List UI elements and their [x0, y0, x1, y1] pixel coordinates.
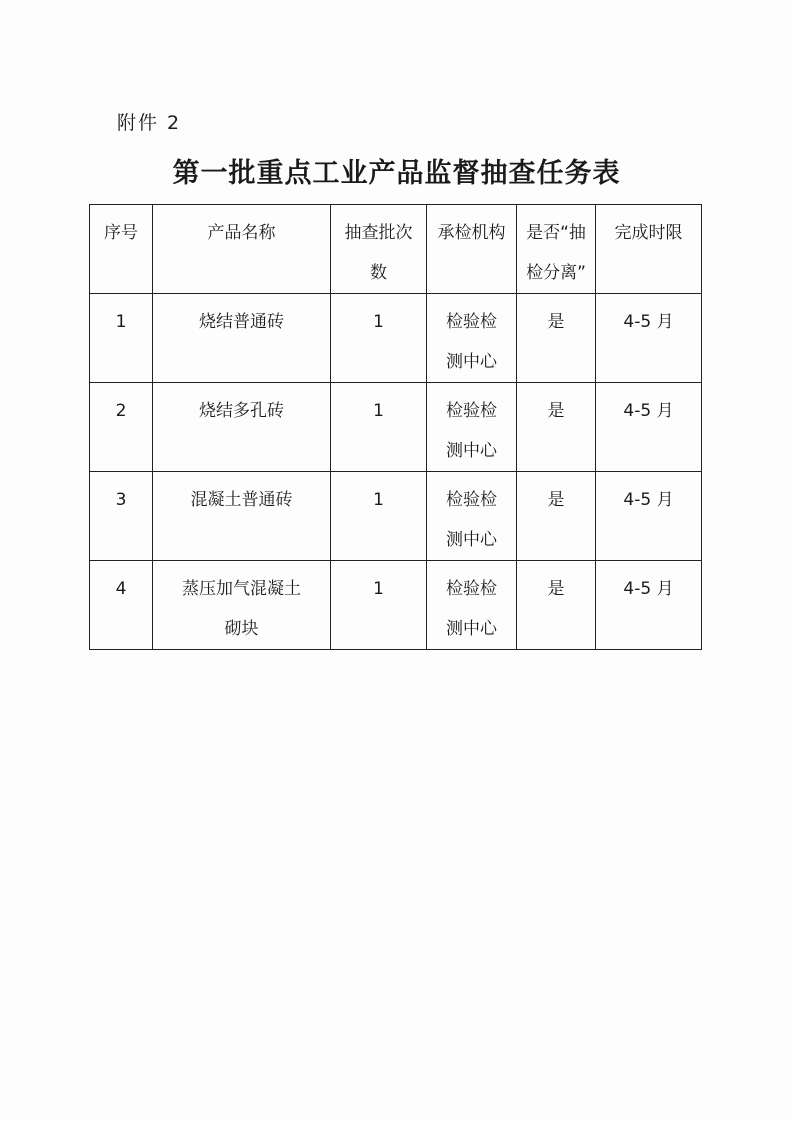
header-batch-count: 抽查批次 数	[331, 205, 427, 294]
cell-separation: 是	[517, 472, 596, 561]
cell-index: 3	[90, 472, 153, 561]
cell-deadline: 4-5 月	[596, 472, 702, 561]
cell-agency: 检验检 测中心	[427, 383, 517, 472]
header-product-name: 产品名称	[153, 205, 331, 294]
attachment-label: 附件 2	[117, 112, 182, 134]
table-header-row	[90, 205, 702, 294]
cell-product-name: 烧结普通砖	[153, 294, 331, 383]
header-separation: 是否“抽 检分离”	[517, 205, 596, 294]
cell-index: 2	[90, 383, 153, 472]
cell-product-name: 混凝土普通砖	[153, 472, 331, 561]
header-agency: 承检机构	[427, 205, 517, 294]
cell-batch-count: 1	[331, 561, 427, 650]
cell-batch-count: 1	[331, 383, 427, 472]
table-row	[90, 561, 702, 650]
cell-separation: 是	[517, 561, 596, 650]
cell-separation: 是	[517, 294, 596, 383]
table-row	[90, 294, 702, 383]
cell-agency: 检验检 测中心	[427, 294, 517, 383]
document-title: 第一批重点工业产品监督抽查任务表	[172, 158, 621, 189]
cell-index: 1	[90, 294, 153, 383]
cell-separation: 是	[517, 383, 596, 472]
header-index: 序号	[90, 205, 153, 294]
cell-deadline: 4-5 月	[596, 383, 702, 472]
header-deadline: 完成时限	[596, 205, 702, 294]
cell-agency: 检验检 测中心	[427, 561, 517, 650]
table-row	[90, 472, 702, 561]
cell-deadline: 4-5 月	[596, 561, 702, 650]
cell-agency: 检验检 测中心	[427, 472, 517, 561]
cell-deadline: 4-5 月	[596, 294, 702, 383]
cell-batch-count: 1	[331, 294, 427, 383]
cell-product-name: 烧结多孔砖	[153, 383, 331, 472]
cell-index: 4	[90, 561, 153, 650]
table-row	[90, 383, 702, 472]
cell-batch-count: 1	[331, 472, 427, 561]
cell-product-name: 蒸压加气混凝土 砌块	[153, 561, 331, 650]
task-table	[89, 204, 702, 650]
